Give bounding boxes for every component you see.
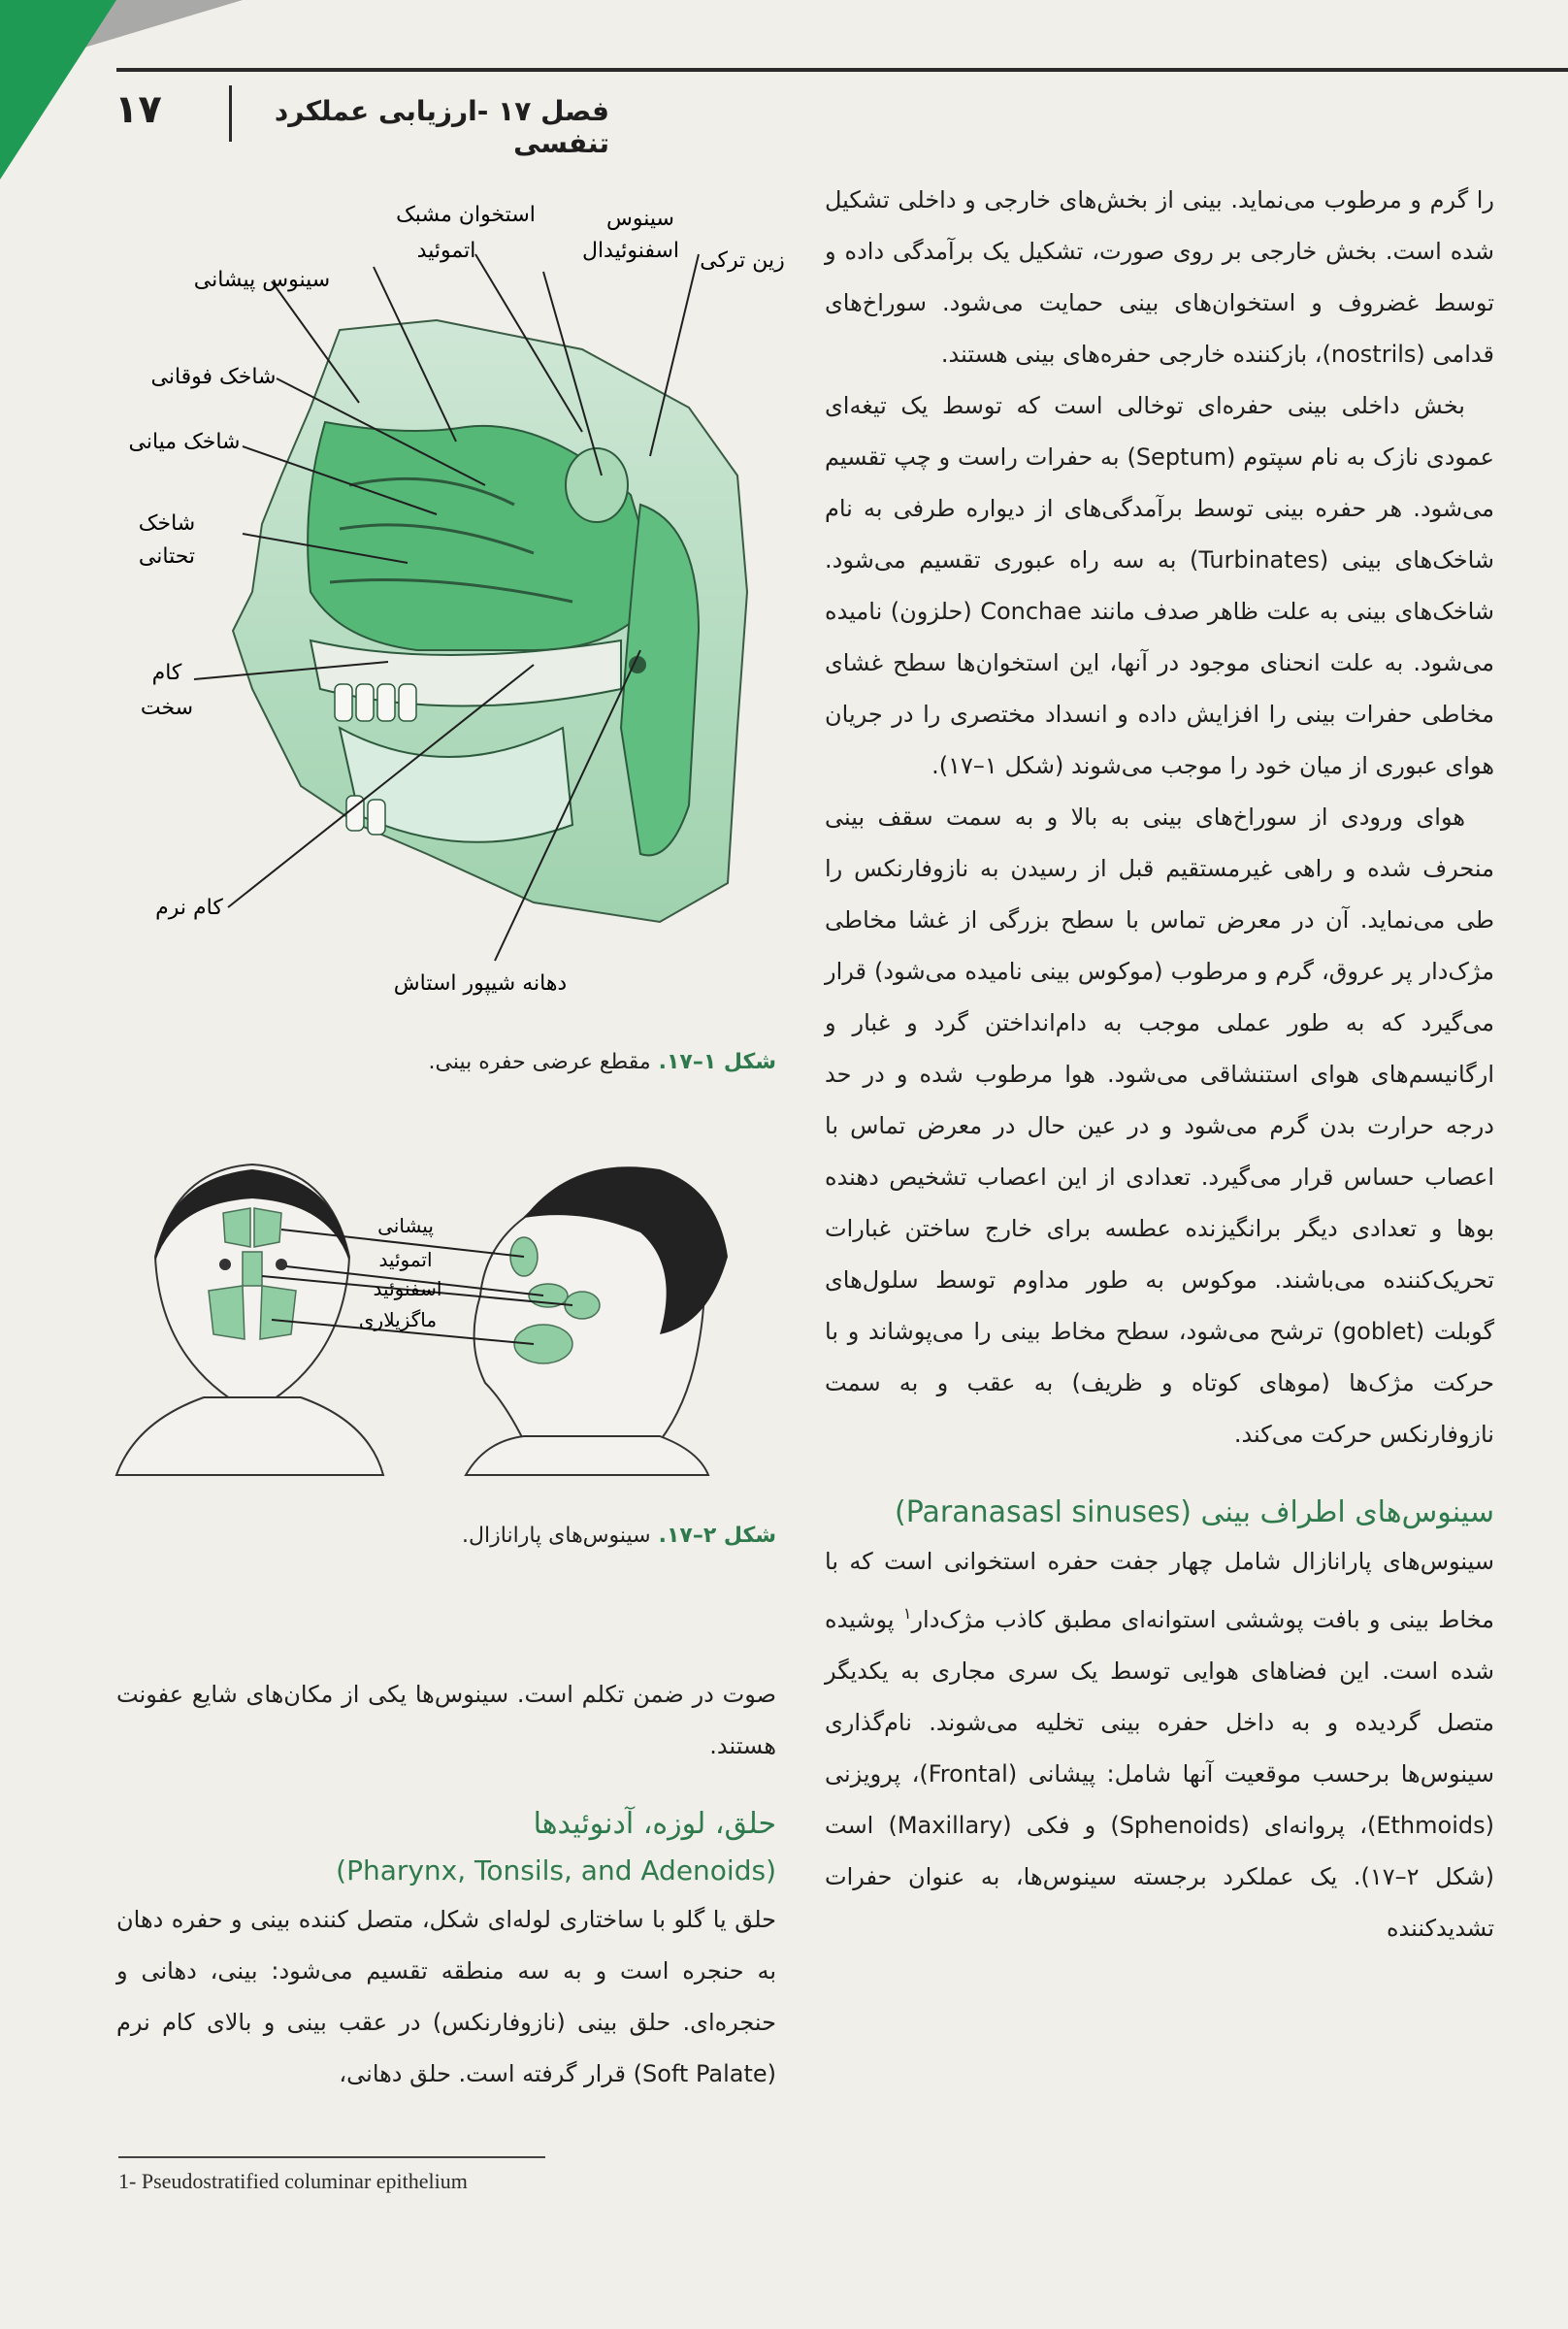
section-heading-pharynx: حلق، لوزه، آدنوئیدها	[533, 1807, 776, 1841]
paragraph-pharynx: حلق یا گلو با ساختاری لوله‌ای شکل، متصل کننده بینی و حفره دهان به حنجره است و به سه منطقه تقسیم می‌شود: بینی، دهانی و حنجره‌ای. حلق بینی (نازوفارنکس) در عقب بینی و بالای کام نرم (Soft Palate) قرار گرفته است. حلق دهانی،	[116, 1906, 776, 2087]
left-text-column	[116, 1669, 776, 2100]
section-heading-sinuses: سینوس‌های اطراف بینی (Paranasasl sinuses)	[895, 1495, 1494, 1529]
paranasal-sinuses-diagram	[116, 1150, 776, 1475]
sinus-text-a: سینوس‌های پارانازال شامل چهار جفت حفره استخوانی است که با مخاط بینی و بافت پوششی استوانه‌ای مطبق کاذب مژک‌دار	[825, 1548, 1494, 1633]
label-hard-palate-1: کام	[151, 661, 182, 685]
figure2-caption	[116, 1524, 776, 1548]
label-frontal-sinus: سینوس پیشانی	[193, 268, 331, 292]
footnote-text: Pseudostratified columinar epithelium	[141, 2169, 468, 2193]
label-sella-turcica: زین ترکی	[700, 248, 785, 273]
footnote	[118, 2169, 468, 2194]
label-sphenoid: اسفنوئید	[373, 1277, 442, 1300]
paragraph-nose-intro: را گرم و مرطوب می‌نماید. بینی از بخش‌های خارجی و داخلی تشکیل شده است. بخش خارجی بر روی صورت، تشکیل یک برآمدگی داده و توسط غضروف و استخوان‌های بینی حمایت می‌شود. سوراخ‌های قدامی (nostrils)، بازکننده خارجی حفره‌های بینی هستند.	[825, 186, 1494, 368]
paragraph-sinus-continued: صوت در ضمن تکلم است. سینوس‌ها یکی از مکان‌های شایع عفونت هستند.	[116, 1681, 776, 1759]
label-sphenoid-sinus-1: سینوس	[606, 207, 674, 231]
label-inferior-concha-1: شاخک	[138, 511, 196, 536]
label-middle-concha: شاخک میانی	[128, 430, 241, 454]
paragraph-nasal-cavity: بخش داخلی بینی حفره‌ای توخالی است که توسط یک تیغه‌ای عمودی نازک به نام سپتوم (Septum) به حفرات راست و چپ تقسیم می‌شود. هر حفره بینی توسط برآمدگی‌های از دیواره طرفی به نام شاخک‌های بینی (Turbinates) به سه راه عبوری تقسیم می‌شود. شاخک‌های بینی به علت ظاهر صدف مانند Conchae (حلزون) نامیده می‌شود. به علت انحنای موجود در آنها، این استخوان‌ها سطح غشای مخاطی حفرات بینی را افزایش داده و انسداد مختصری را در جریان هوای عبوری از میان خود را موجب می‌شوند (شکل ۱–۱۷).	[825, 392, 1495, 779]
header-separator	[229, 85, 232, 142]
paragraph-airflow: هوای ورودی از سوراخ‌های بینی به بالا و به سمت سقف بینی منحرف شده و راهی غیرمستقیم قبل از رسیدن به نازوفارنکس را طی می‌نماید. آن در معرض تماس با سطح بزرگی از غشا مخاطی مژک‌دار پر عروق، گرم و مرطوب (موکوس بینی نامیده می‌شود) قرار می‌گیرد که به طور عملی موجب به دام‌انداختن گرد و غبار و ارگانیسم‌های هوای استنشاقی می‌شود. هوا مرطوب شده و در حد درجه حرارت بدن گرم می‌شود و در عین حال در معرض تماس با اعصاب حساس قرار می‌گیرد. تعدادی از این اعصاب تشخیص دهنده بوها و تعدادی دیگر برانگیزنده عطسه برای خارج ساختن غبارات تحریک‌کننده می‌باشند. موکوس به طور مداوم توسط سلول‌های گوبلت (goblet) ترشح می‌شود، سطح مخاط بینی را می‌پوشاند و با حرکت مژک‌ها (موهای کوتاه و ظریف) به عقب و به سمت نازوفارنکس حرکت می‌کند.	[825, 804, 1494, 1448]
nasal-cavity-diagram	[116, 184, 785, 1019]
label-eustachian-tube: دهانه شیپور استاش	[393, 971, 568, 996]
chapter-title: فصل ۱۷ -ارزیابی عملکرد تنفسی	[274, 95, 609, 159]
figure1-caption-label: شکل ۱–۱۷.	[658, 1050, 776, 1074]
label-hard-palate-2: سخت	[140, 696, 194, 720]
footnote-rule	[118, 2156, 545, 2158]
label-maxillary: ماگزیلاری	[358, 1308, 438, 1331]
paragraph-sinuses	[825, 1536, 1494, 1954]
label-frontal: پیشانی	[377, 1214, 434, 1237]
label-superior-concha: شاخک فوقانی	[150, 365, 277, 389]
figure2-caption-label: شکل ۲–۱۷.	[658, 1524, 776, 1548]
corner-decoration-green	[0, 0, 116, 180]
header-rule	[116, 68, 1568, 72]
figure1-caption-text: مقطع عرضی حفره بینی.	[428, 1050, 651, 1074]
section-heading-pharynx-latin: (Pharynx, Tonsils, and Adenoids)	[336, 1854, 776, 1886]
footnote-ref: ۱	[902, 1604, 912, 1623]
figure2-caption-text: سینوس‌های پارانازال.	[462, 1524, 651, 1548]
label-inferior-concha-2: تحتانی	[138, 544, 196, 569]
figure1-caption	[116, 1050, 776, 1074]
label-ethmoid: اتموئید	[378, 1248, 433, 1271]
page-number: ۱۷	[114, 87, 162, 132]
label-ethmoid-bone-1: استخوان مشبک	[396, 203, 536, 227]
label-ethmoid-bone-2: اتموئید	[416, 239, 476, 263]
label-sphenoid-sinus-2: اسفنوئیدال	[581, 239, 680, 263]
right-text-column	[825, 175, 1494, 1954]
footnote-number: 1-	[118, 2169, 137, 2193]
sinus-text-b: پوشیده شده است. این فضاهای هوایی توسط یک سری مجاری به یکدیگر متصل گردیده و به داخل حفره بینی تخلیه می‌شوند. نام‌گذاری سینوس‌ها برحسب موقعیت آنها شامل: پیشانی (Frontal)، پرویزنی (Ethmoids)، پروانه‌ای (Sphenoids) و فکی (Maxillary) است (شکل ۲–۱۷). یک عملکرد برجسته سینوس‌ها، به عنوان حفرات تشدیدکننده	[825, 1606, 1494, 1942]
label-soft-palate: کام نرم	[155, 896, 223, 920]
